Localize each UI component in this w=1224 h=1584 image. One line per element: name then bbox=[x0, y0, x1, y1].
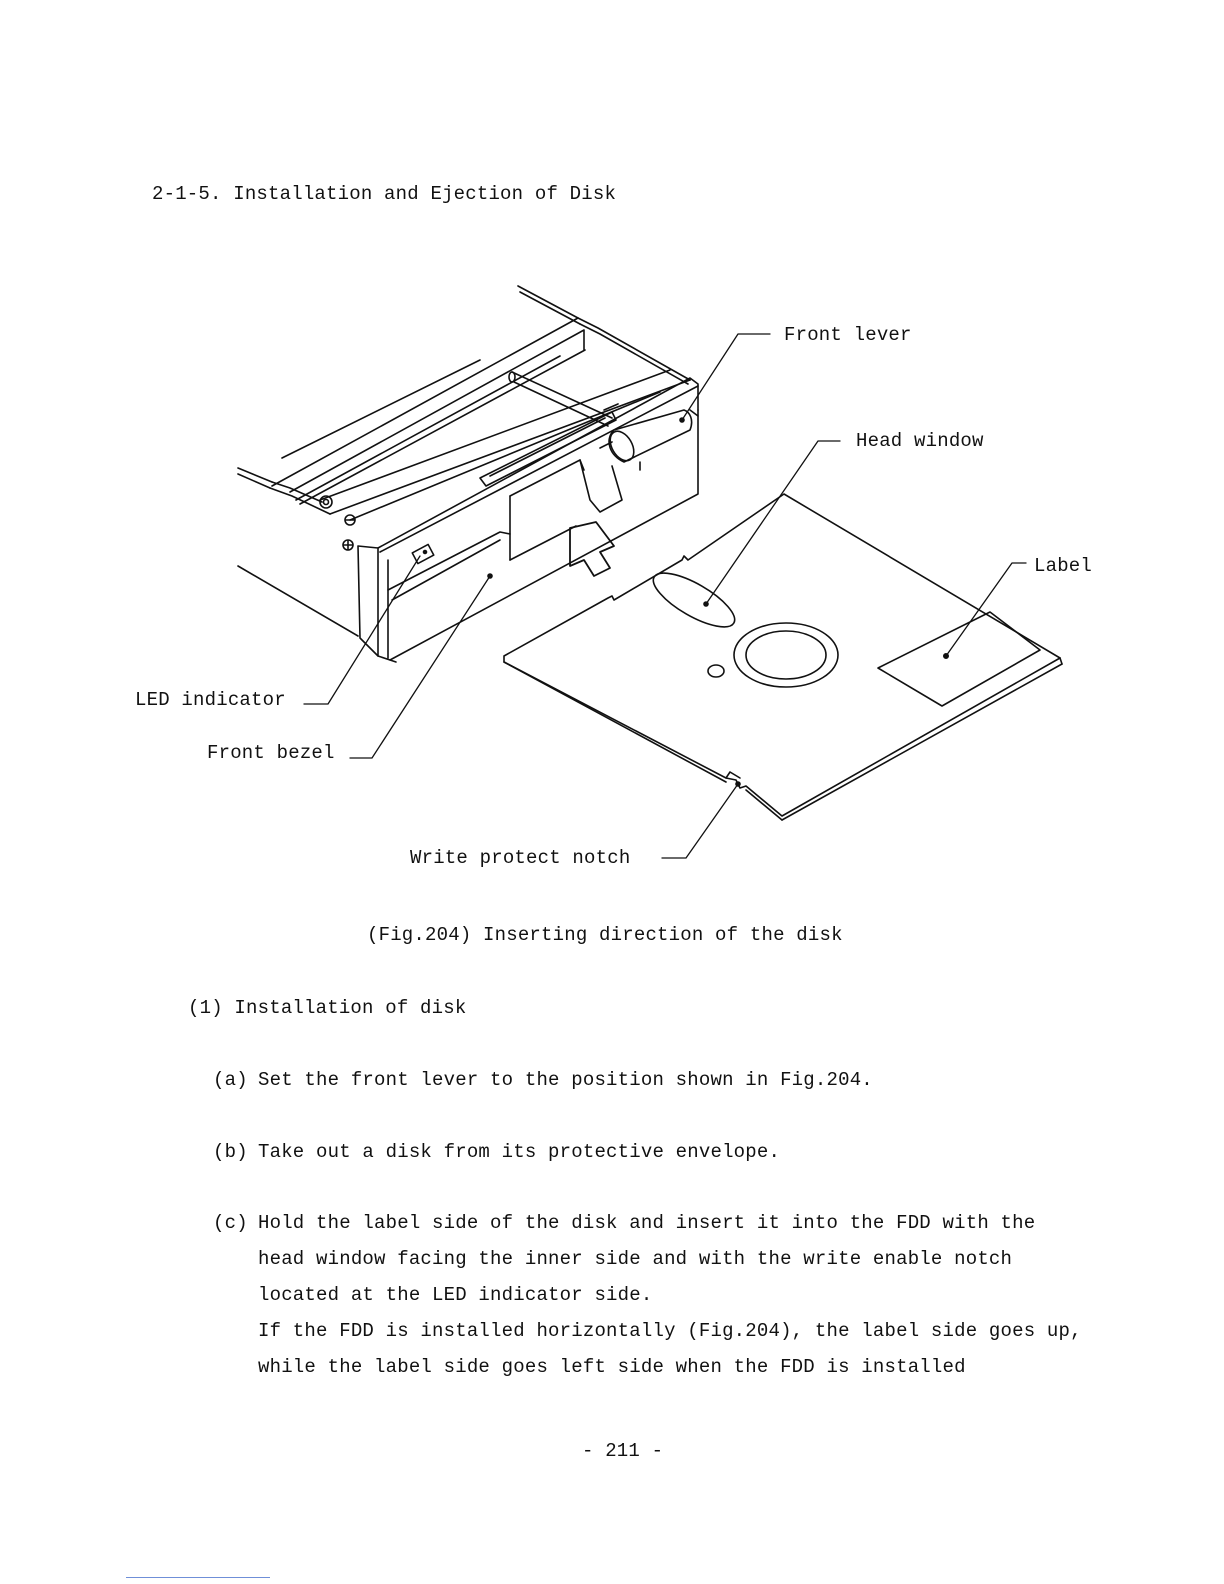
leader-lines bbox=[304, 334, 1026, 858]
step-marker-c: (c) bbox=[213, 1212, 248, 1234]
step-text-line: Take out a disk from its protective envelope. bbox=[258, 1141, 781, 1163]
step-text-line: head window facing the inner side and with the write enable notch bbox=[258, 1248, 1013, 1270]
section-heading: 2-1-5. Installation and Ejection of Disk bbox=[152, 183, 617, 205]
figure-caption: (Fig.204) Inserting direction of the disk bbox=[367, 924, 843, 946]
label-write-protect-notch: Write protect notch bbox=[410, 847, 631, 869]
label-head-window: Head window bbox=[856, 430, 984, 452]
subsection-heading: (1) Installation of disk bbox=[188, 997, 467, 1019]
floppy-disk bbox=[504, 494, 1062, 820]
drive-body bbox=[238, 286, 698, 662]
insert-direction-arrow bbox=[570, 522, 614, 576]
step-marker-a: (a) bbox=[213, 1069, 248, 1091]
label-front-lever: Front lever bbox=[784, 324, 912, 346]
step-marker-b: (b) bbox=[213, 1141, 248, 1163]
step-text-line: while the label side goes left side when the FDD is installed bbox=[258, 1356, 966, 1378]
step-text-line: Set the front lever to the position shown in Fig.204. bbox=[258, 1069, 873, 1091]
label-front-bezel: Front bezel bbox=[207, 742, 335, 764]
label-led-indicator: LED indicator bbox=[135, 689, 286, 711]
label-label: Label bbox=[1034, 555, 1093, 577]
step-text-line: located at the LED indicator side. bbox=[258, 1284, 653, 1306]
step-text-line: Hold the label side of the disk and insert it into the FDD with the bbox=[258, 1212, 1036, 1234]
footer-rule bbox=[126, 1577, 270, 1578]
page-number: - 211 - bbox=[582, 1440, 664, 1462]
step-text-line: If the FDD is installed horizontally (Fig.204), the label side goes up, bbox=[258, 1320, 1082, 1342]
